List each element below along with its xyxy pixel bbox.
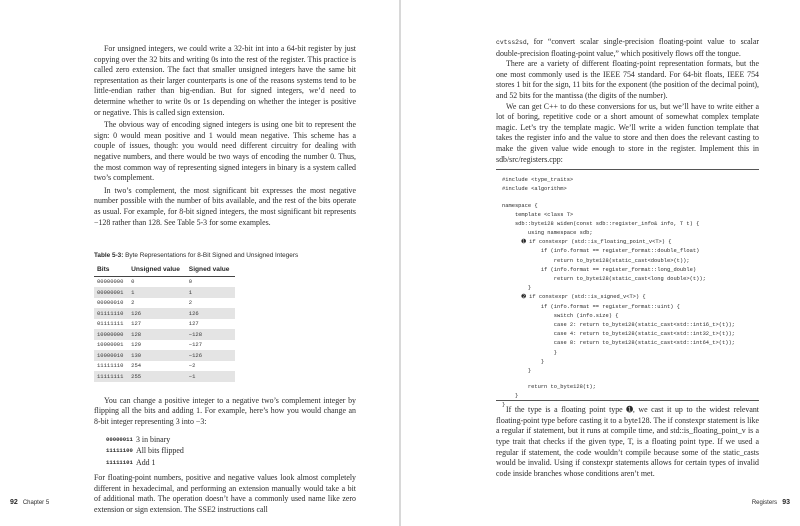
table-cell: 10000000 (94, 329, 128, 340)
code-line: return to_byte128(static_cast<long double>(t)); (502, 276, 706, 282)
code-listing (496, 169, 759, 409)
code-line: } (502, 358, 545, 365)
binary-step-label: 3 in binary (136, 434, 171, 444)
binary-step-label: All bits flipped (136, 446, 184, 456)
table-row (94, 371, 235, 382)
paragraph-sign-bit: The obvious way of encoding signed integers is using one bit to represent the sign: 0 would mean positive and 1 would mean negative. This scheme has a couple of issues, though: you would need different circuitry for dealing with negative numbers, and there would be two ways of encoding the number 0. Thus, the most common way of representing signed integers in binary is a system called two’s complement. (94, 120, 356, 183)
table-cell: 255 (128, 371, 186, 382)
table-cell: 128 (128, 329, 186, 340)
chapter-label: Chapter 5 (22, 500, 50, 506)
code-line: using namespace sdb; (502, 230, 593, 237)
code-line: } (502, 367, 532, 374)
table-cell: 11111111 (94, 371, 128, 382)
code-line: } (502, 393, 519, 400)
paragraph-negation: You can change a positive integer to a negative two’s complement integer by flipping all the bits and adding 1. For example, here’s how you would change an 8-bit integer representing 3 into −3: (94, 395, 356, 426)
table-row (94, 308, 235, 319)
table-cell: −2 (188, 362, 196, 370)
table-cell: 129 (131, 341, 142, 349)
paragraph-template-magic: We can get C++ to do these conversions for us, but we’ll have to write either a lot of boring, repetitive code or a short amount of somewhat complex template magic. Let’s try the template magic. We’ll write a widen function template that takes the register info and the value to store and then does the relevant casting to make the given value wide enough to store in the register. Implement this in sdb/src/registers.cpp: (496, 101, 759, 164)
left-text-column (94, 44, 356, 515)
code-line: template <class T> (502, 211, 574, 218)
binary-step (94, 433, 356, 445)
table-header: Bits (94, 264, 128, 277)
table-caption (94, 252, 356, 261)
table-cell: 11111110 (97, 362, 124, 370)
code-line: ➋ if constexpr (std::is_signed_v<T>) { (502, 294, 646, 301)
table-row (94, 340, 235, 351)
right-page (401, 0, 800, 526)
table-cell: 2 (188, 299, 193, 307)
code-line: } (502, 402, 506, 409)
table-cell: 01111110 (94, 308, 128, 319)
table-cell: 0 (188, 278, 193, 286)
table-cell: 10000010 (94, 350, 128, 361)
table-body (94, 276, 235, 382)
right-footer (752, 499, 790, 506)
page-number: 93 (782, 499, 790, 506)
table-row (94, 319, 235, 330)
binary-step (94, 456, 356, 468)
code-line: if (info.format == register_format::uint) { (502, 303, 680, 310)
paragraph-floating-point: For floating-point numbers, positive and negative values look almost completely different in hexadecimal, and performing an extension manually would take a bit of additional math. The operation doesn’t have a commonly used name like zero extension or sign extension. The SSE2 instructions call (94, 472, 356, 514)
binary-bits: 11111100 (106, 447, 133, 455)
table-cell: 2 (131, 299, 135, 307)
table-caption-text: Byte Representations for 8-Bit Signed and Unsigned Integers (125, 252, 299, 260)
code-line: ➊ if constexpr (std::is_floating_point_v<T>) { (502, 239, 672, 246)
code-line: } (502, 285, 532, 292)
code-line: } (502, 349, 557, 356)
left-page (0, 0, 399, 526)
code-line (502, 195, 759, 202)
table-header: Unsigned value (128, 264, 186, 277)
code-line: switch (info.size) { (502, 312, 619, 319)
paragraph-zero-extension: For unsigned integers, we could write a 32-bit int into a 64-bit register by just copying over the 32 bits and writing 0s into the rest of the register. This practice is called zero extension. The fact that smaller unsigned integers have the same bit representation as their larger counterparts is one of the reasons systems tend to be little-endian rather than big-endian. But for signed integers, we’d need to determine whether to write 0s or 1s depending on whether the integer is positive or negative. This is called sign extension. (94, 44, 356, 117)
code-line: return to_byte128(static_cast<double>(t)); (502, 257, 690, 264)
table-cell: 130 (128, 350, 186, 361)
table-cell: 127 (188, 320, 199, 328)
table-cell: −1 (186, 371, 235, 382)
paragraph-twos-complement: In two’s complement, the most significant bit expresses the most negative number possible with the number of bits available, and the rest of the bits operate as usual. For example, for 8-bit signed integers, the most significant bit represents −128 rather than 128. See Table 5-3 for some examples. (94, 185, 356, 227)
paragraph-cvtss2sd: cvtss2sd, for “convert scalar single-precision floating-point value to scalar double-precision floating-point value,” which positively flows off the tongue. (496, 37, 759, 58)
table-cell: 254 (131, 362, 142, 370)
inline-code: cvtss2sd (496, 39, 527, 46)
right-text-column (496, 37, 759, 479)
byte-representation-table (94, 264, 235, 382)
table-row (94, 329, 235, 340)
code-line: case 8: return to_byte128(static_cast<std::int64_t>(t)); (502, 340, 735, 347)
table-cell: 0 (131, 278, 135, 286)
code-line: case 2: return to_byte128(static_cast<std::int16_t>(t)); (502, 321, 735, 328)
table-header: Signed value (186, 264, 235, 277)
section-label: Registers (751, 500, 778, 506)
code-line: return to_byte128(t); (502, 384, 596, 391)
table-row (94, 298, 235, 309)
table-header-row (94, 264, 235, 277)
code-line: #include <algorithm> (502, 186, 567, 193)
binary-bits: 11111101 (106, 458, 133, 466)
code-line: case 4: return to_byte128(static_cast<std::int32_t>(t)); (502, 331, 735, 338)
binary-bits: 00000011 (106, 435, 133, 443)
code-line: #include <type_traits> (502, 177, 574, 184)
page-number: 92 (10, 499, 18, 506)
table-cell: 01111111 (97, 320, 124, 328)
binary-step (94, 445, 356, 457)
table-cell: 126 (186, 308, 235, 319)
table-row (94, 350, 235, 361)
table-row (94, 276, 235, 287)
binary-steps (94, 433, 356, 468)
code-line: sdb::byte128 widen(const sdb::register_info& info, T t) { (502, 220, 700, 227)
code-line: if (info.format == register_format::double_float) (502, 248, 700, 255)
table-cell: 126 (128, 308, 186, 319)
code-line: namespace { (502, 202, 538, 209)
table-cell: 00000010 (97, 299, 124, 307)
table-caption-label: Table 5-3: (94, 252, 124, 260)
paragraph-if-constexpr: If the type is a floating point type ➊, we cast it up to the widest relevant floating-point type before casting it to a byte128. The if constexpr statement is like a regular if statement, but it runs at compile time, and std::is_floating_point_v is a type trait that checks if the given type, T, is a floating point type. If we used a regular if statement, the code wouldn’t compile because some of the static_casts would be invalid. Using if constexpr statements allows for certain types of invalid code inside branches whose conditions aren’t met. (496, 405, 759, 478)
table-cell: 127 (131, 320, 142, 328)
table-row (94, 287, 235, 298)
code-line: if (info.format == register_format::long_double) (502, 266, 697, 273)
table-cell: 1 (128, 287, 186, 298)
paragraph-ieee754: There are a variety of different floating-point representation formats, but the one most commonly used is the IEEE 754 standard. For 64-bit floats, IEEE 754 stores 1 bit for the sign, 11 bits for the exponent (the position of the decimal point), and 52 bits for the mantissa (the digits of the number). (496, 59, 759, 100)
left-footer (10, 499, 49, 506)
table-cell: −127 (188, 341, 202, 349)
table-cell: 00000001 (94, 287, 128, 298)
table-cell: 10000001 (97, 341, 124, 349)
binary-step-label: Add 1 (136, 457, 156, 467)
table-cell: −126 (186, 350, 235, 361)
table-cell: 00000000 (97, 278, 124, 286)
code-line (502, 376, 759, 383)
table-cell: 1 (186, 287, 235, 298)
table-cell: −128 (186, 329, 235, 340)
table-row (94, 361, 235, 372)
